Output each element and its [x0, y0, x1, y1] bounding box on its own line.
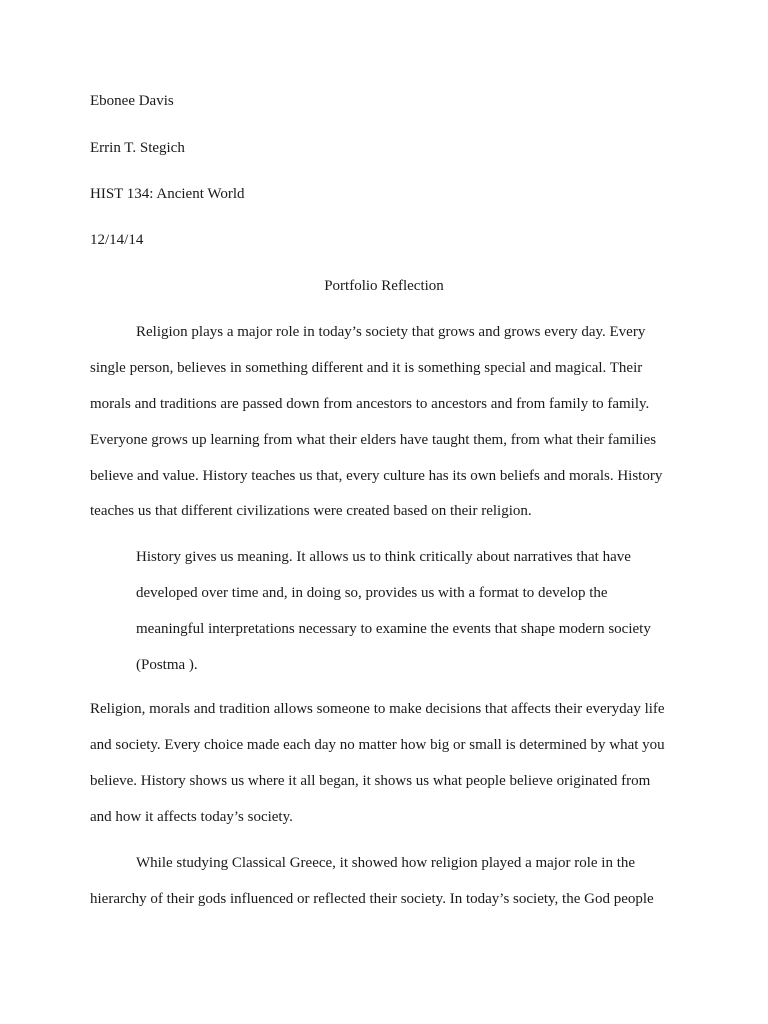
quote-line: (Postma ). — [136, 657, 198, 673]
instructor-name: Errin T. Stegich — [90, 140, 185, 156]
paragraph-line: Religion, morals and tradition allows someone to make decisions that affects their everyday life — [90, 701, 665, 717]
paragraph-line: and how it affects today’s society. — [90, 809, 293, 825]
paragraph-line: believe. History shows us where it all began, it shows us what people believe originated from — [90, 773, 651, 789]
paragraph-line: believe and value. History teaches us that, every culture has its own beliefs and morals. History — [90, 468, 663, 484]
paragraph-line: single person, believes in something different and it is something special and magical. Their — [90, 360, 643, 376]
paragraph-line: and society. Every choice made each day no matter how big or small is determined by what you — [90, 737, 665, 753]
paragraph-line: morals and traditions are passed down from ancestors to ancestors and from family to family. — [90, 396, 650, 412]
quote-line: History gives us meaning. It allows us to think critically about narratives that have — [136, 549, 631, 565]
document-date: 12/14/14 — [90, 232, 144, 248]
student-name: Ebonee Davis — [90, 93, 174, 109]
paragraph-line: teaches us that different civilizations were created based on their religion. — [90, 503, 532, 519]
quote-line: meaningful interpretations necessary to examine the events that shape modern society — [136, 621, 651, 637]
paragraph-line: Everyone grows up learning from what their elders have taught them, from what their families — [90, 432, 657, 448]
course-name: HIST 134: Ancient World — [90, 186, 245, 202]
paragraph-line: hierarchy of their gods influenced or reflected their society. In today’s society, the God people — [90, 891, 654, 907]
page-title: Portfolio Reflection — [324, 278, 444, 294]
quote-line: developed over time and, in doing so, provides us with a format to develop the — [136, 585, 608, 601]
paragraph-line: While studying Classical Greece, it showed how religion played a major role in the — [136, 855, 636, 871]
paragraph-line: Religion plays a major role in today’s society that grows and grows every day. Every — [136, 324, 646, 340]
